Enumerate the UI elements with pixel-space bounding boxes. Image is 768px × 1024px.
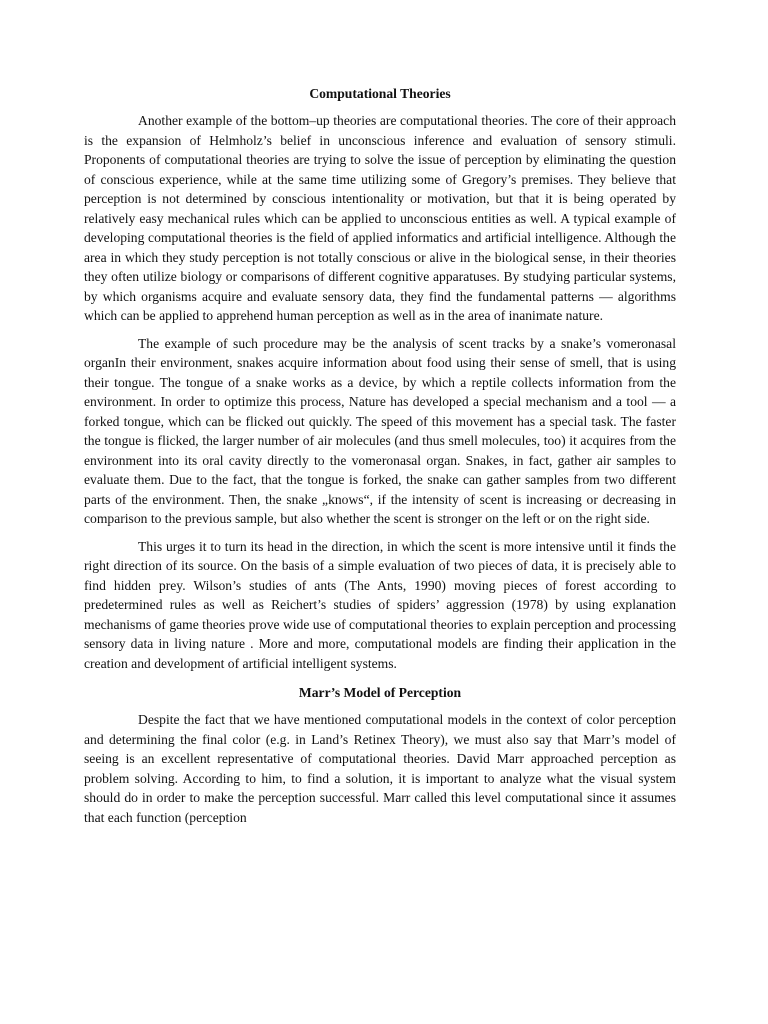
paragraph-snake-example: The example of such procedure may be the analysis of scent tracks by a snake’s vomeronasal organIn their environment, snakes acquire information about food using their sense of smell, that is using their tongue. The tongue of a snake works as a device, by which a reptile collects information from the environment. In order to optimize this process, Nature has developed a special mechanism and a tool — a forked tongue, which can be flicked out quickly. The speed of this movement has a special task. The faster the tongue is flicked, the larger number of air molecules (and thus smell molecules, too) it acquires from the environment into its oral cavity directly to the vomeronasal organ. Snakes, in fact, gather air samples to evaluate them. Due to the fact, that the tongue is forked, the snake can gather samples from two different parts of the environment. Then, the snake „knows“, if the intensity of scent is increasing or decreasing in comparison to the previous sample, but also whether the scent is stronger on the left or on the right side. [84,335,676,526]
paragraph-marr-intro: Despite the fact that we have mentioned computational models in the context of color perception and determining the final color (e.g. in Land’s Retinex Theory), we must also say that Marr’s model of seeing is an excellent representative of computational theories. David Marr approached perception as problem solving. According to him, to find a solution, it is important to analyze what the visual system should do in order to make the perception successful. Marr called this level computational since it assumes that each function (perception [84,712,676,825]
paragraph-scent-direction: This urges it to turn its head in the direction, in which the scent is more intensive until it finds the right direction of its source. On the basis of a simple evaluation of two pieces of data, it is precisely able to find hidden prey. Wilson’s studies of ants (The Ants, 1990) moving pieces of forest according to predetermined rules as well as Reichert’s studies of spiders’ aggression (1978) by using explanation mechanisms of game theories prove wide use of computational theories to explain perception and processing sensory data in living nature . More and more, computational models are finding their application in the creation and development of artificial intelligent systems. [84,538,676,671]
section-title-computational-theories: Computational Theories [309,86,451,101]
document-page [84,84,676,835]
section-title-marrs-model: Marr’s Model of Perception [298,685,462,700]
paragraph-computational-intro: Another example of the bottom–up theories are computational theories. The core of their approach is the expansion of Helmholz’s belief in unconscious inference and evaluation of sensory stimuli. Proponents of computational theories are trying to solve the issue of perception by eliminating the question of conscious experience, while at the same time utilizing some of Gregory’s premises. They believe that perception is not determined by conscious intentionality or motivation, but that it is being operated by relatively easy mechanical rules which can be applied to unconscious entities as well. A typical example of developing computational theories is the field of applied informatics and artificial intelligence. Although the area in which they study perception is not totally conscious or alive in the biological sense, in their theories they often utilize biology or comparisons of different cognitive apparatuses. By studying particular systems, by which organisms acquire and evaluate sensory data, they find the fundamental patterns — algorithms which can be applied to apprehend human perception as well as in the area of inanimate nature. [84,113,676,323]
